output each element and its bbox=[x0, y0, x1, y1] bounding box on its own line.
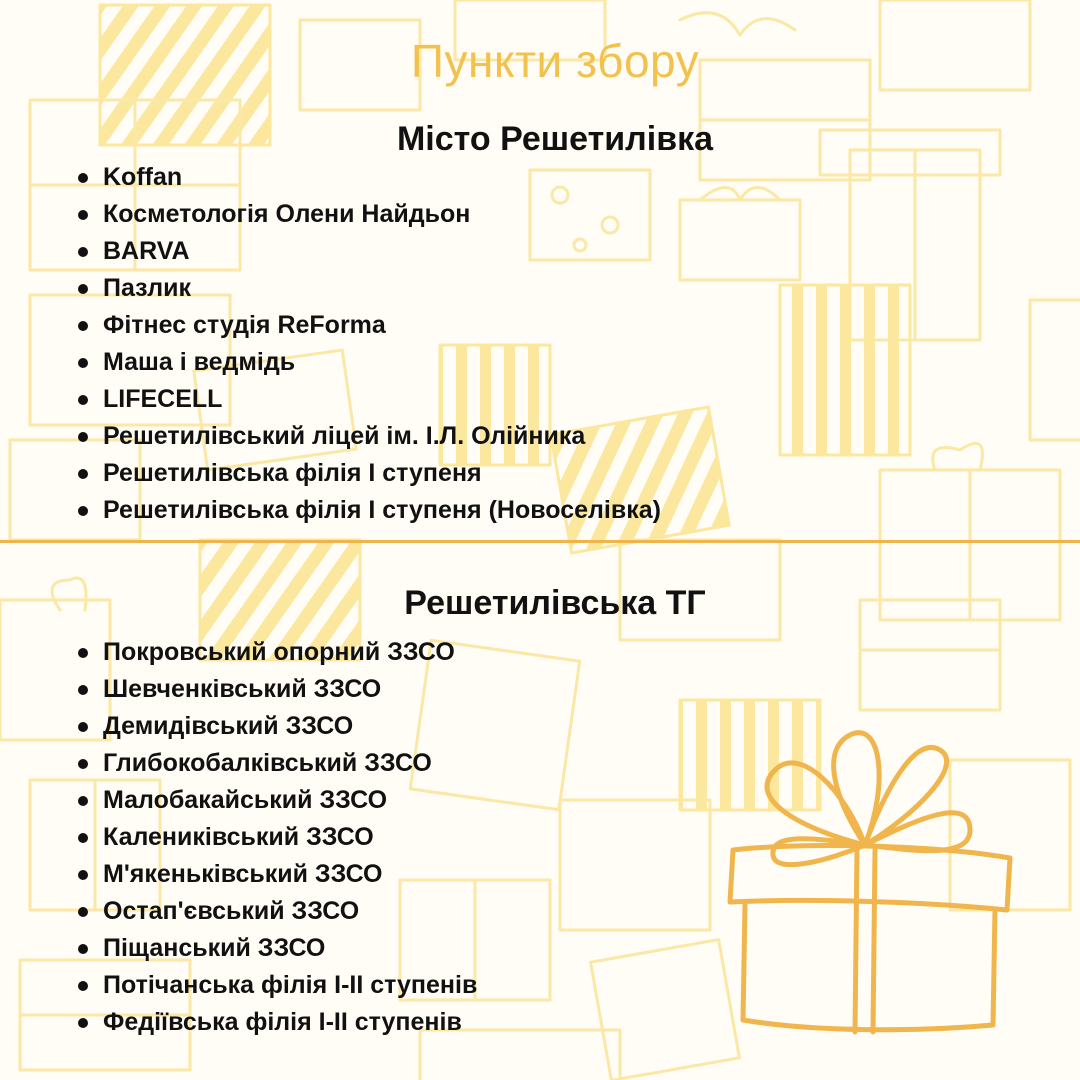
bullet-icon bbox=[78, 944, 88, 954]
list-item-label: Маша і ведмідь bbox=[103, 348, 296, 376]
section-heading-community: Решетилівська ТГ bbox=[404, 584, 706, 622]
list-item bbox=[78, 159, 661, 196]
list-item bbox=[78, 671, 477, 708]
bullet-icon bbox=[78, 833, 88, 843]
bullet-icon bbox=[78, 722, 88, 732]
list-item-label: Остап'євський ЗЗСО bbox=[103, 897, 360, 925]
bullet-icon bbox=[78, 173, 88, 183]
section-divider bbox=[0, 540, 1080, 543]
list-item-label: Решетилівська філія І ступеня (Новоселівка) bbox=[103, 496, 661, 524]
bullet-icon bbox=[78, 759, 88, 769]
list-item-label: Решетилівська філія І ступеня bbox=[103, 459, 482, 487]
list-item-label: Koffan bbox=[103, 163, 183, 191]
list-item bbox=[78, 634, 477, 671]
list-item-label: BARVA bbox=[103, 237, 190, 265]
bullet-icon bbox=[78, 395, 88, 405]
bullet-icon bbox=[78, 1018, 88, 1028]
list-item-label: Фітнес студія ReForma bbox=[103, 311, 386, 339]
bullet-icon bbox=[78, 506, 88, 516]
list-item bbox=[78, 819, 477, 856]
list-item-label: Решетилівський ліцей ім. І.Л. Олійника bbox=[103, 422, 586, 450]
list-item bbox=[78, 233, 661, 270]
list-item-label: Пазлик bbox=[103, 274, 192, 302]
bullet-icon bbox=[78, 870, 88, 880]
gift-box-icon bbox=[715, 720, 1025, 1050]
bullet-icon bbox=[78, 321, 88, 331]
list-item bbox=[78, 967, 477, 1004]
bullet-icon bbox=[78, 685, 88, 695]
list-item-label: Малобакайський ЗЗСО bbox=[103, 786, 388, 814]
bullet-icon bbox=[78, 796, 88, 806]
list-item-label: Демидівський ЗЗСО bbox=[103, 712, 354, 740]
list-item bbox=[78, 344, 661, 381]
list-item bbox=[78, 455, 661, 492]
list-item-label: Шевченківський ЗЗСО bbox=[103, 675, 382, 703]
collection-points-list-community bbox=[78, 634, 477, 1041]
page-title: Пункти збору bbox=[410, 35, 700, 87]
list-item bbox=[78, 1004, 477, 1041]
bullet-icon bbox=[78, 648, 88, 658]
list-item-label: Піщанський ЗЗСО bbox=[103, 934, 326, 962]
list-item bbox=[78, 307, 661, 344]
list-item bbox=[78, 418, 661, 455]
list-item bbox=[78, 196, 661, 233]
bullet-icon bbox=[78, 981, 88, 991]
list-item bbox=[78, 492, 661, 529]
list-item bbox=[78, 893, 477, 930]
list-item bbox=[78, 782, 477, 819]
list-item-label: Косметологія Олени Найдьон bbox=[103, 200, 471, 228]
list-item bbox=[78, 856, 477, 893]
bullet-icon bbox=[78, 469, 88, 479]
bullet-icon bbox=[78, 210, 88, 220]
list-item-label: Покровський опорний ЗЗСО bbox=[103, 638, 455, 666]
bullet-icon bbox=[78, 907, 88, 917]
list-item-label: М'якеньківський ЗЗСО bbox=[103, 860, 383, 888]
list-item bbox=[78, 381, 661, 418]
list-item bbox=[78, 270, 661, 307]
bullet-icon bbox=[78, 358, 88, 368]
list-item bbox=[78, 930, 477, 967]
bullet-icon bbox=[78, 284, 88, 294]
list-item bbox=[78, 708, 477, 745]
list-item-label: LIFECELL bbox=[103, 385, 223, 413]
list-item-label: Потічанська філія І-ІІ ступенів bbox=[103, 971, 478, 999]
bullet-icon bbox=[78, 247, 88, 257]
bullet-icon bbox=[78, 432, 88, 442]
collection-points-list-city bbox=[78, 159, 661, 529]
list-item-label: Калениківський ЗЗСО bbox=[103, 823, 374, 851]
section-heading-city: Місто Решетилівка bbox=[396, 120, 714, 158]
list-item bbox=[78, 745, 477, 782]
list-item-label: Глибокобалківський ЗЗСО bbox=[103, 749, 432, 777]
list-item-label: Федіївська філія І-ІІ ступенів bbox=[103, 1008, 462, 1036]
